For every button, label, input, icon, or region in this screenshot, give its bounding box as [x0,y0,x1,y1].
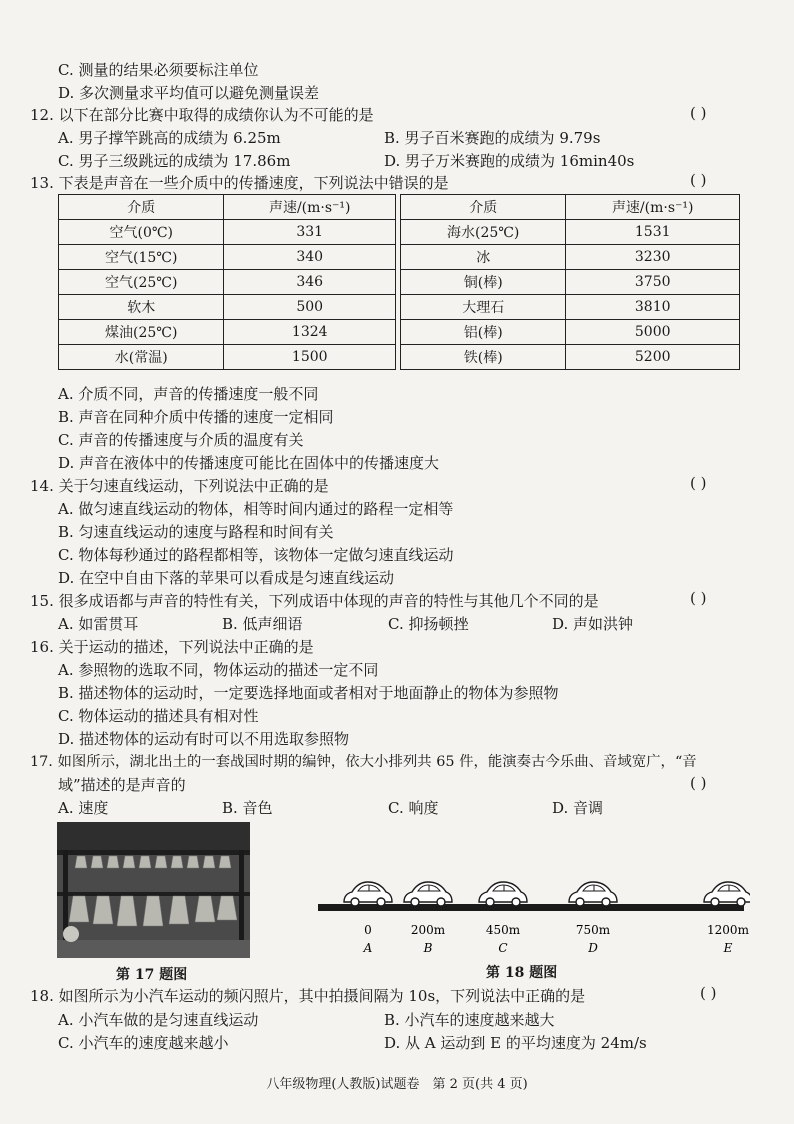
answer-blank: ( ) [690,589,707,607]
q16-option-d: D. 描述物体的运动有时可以不用选取参照物 [58,730,350,748]
q13-option-b: B. 声音在同种介质中传播的速度一定相同 [58,408,334,426]
q15-option-c: C. 抑扬顿挫 [388,615,469,633]
q12-option-a: A. 男子撑竿跳高的成绩为 6.25m [58,129,281,147]
question-12-stem: 12. 以下在部分比赛中取得的成绩你认为不可能的是 [30,106,374,124]
car-icon [344,882,392,906]
distance-label: 450m [485,923,521,937]
point-letter: C [498,941,508,955]
answer-blank: ( ) [690,474,707,492]
table-cell: 5200 [566,345,740,370]
table-row [59,220,740,245]
distance-label: 200m [410,923,446,937]
table-cell: 1531 [566,220,740,245]
q18-option-c: C. 小汽车的速度越来越小 [58,1034,229,1052]
q14-option-c: C. 物体每秒通过的路程都相等，该物体一定做匀速直线运动 [58,546,454,564]
q12-option-d: D. 男子万米赛跑的成绩为 16min40s [384,152,635,170]
q13-option-c: C. 声音的传播速度与介质的温度有关 [58,431,304,449]
question-16-stem: 16. 关于运动的描述，下列说法中正确的是 [30,638,314,656]
q12-option-c: C. 男子三级跳远的成绩为 17.86m [58,152,291,170]
q13-option-a: A. 介质不同，声音的传播速度一般不同 [58,385,319,403]
table-cell: 水(常温) [59,345,224,370]
q18-option-d: D. 从 A 运动到 E 的平均速度为 24m/s [384,1034,647,1052]
figure-17-caption: 第 17 题图 [116,967,188,983]
figure-18-caption: 第 18 题图 [486,965,558,981]
q14-option-b: B. 匀速直线运动的速度与路程和时间有关 [58,523,334,541]
q18-option-b: B. 小汽车的速度越来越大 [384,1011,555,1029]
q14-option-d: D. 在空中自由下落的苹果可以看成是匀速直线运动 [58,569,395,587]
car-icon [479,882,527,906]
q13-option-d: D. 声音在液体中的传播速度可能比在固体中的传播速度大 [58,454,440,472]
distance-label: 0 [364,923,372,937]
q12-option-b: B. 男子百米赛跑的成绩为 9.79s [384,129,601,147]
question-15-stem: 15. 很多成语都与声音的特性有关，下列成语中体现的声音的特性与其他几个不同的是 [30,592,599,610]
table-cell: 3230 [566,245,740,270]
table-row [59,270,740,295]
table-cell: 500 [224,295,396,320]
table-cell: 铜(棒) [400,270,565,295]
point-letter: A [363,941,373,955]
question-14-stem: 14. 关于匀速直线运动，下列说法中正确的是 [30,477,329,495]
table-cell: 空气(25℃) [59,270,224,295]
table-cell: 3810 [566,295,740,320]
car-motion-diagram [310,878,750,958]
table-header: 声速/(m·s⁻¹) [566,195,740,220]
q14-option-a: A. 做匀速直线运动的物体，相等时间内通过的路程一定相等 [58,500,454,518]
question-17-stem: 17. 如图所示，湖北出土的一套战国时期的编钟，依大小排列共 65 件，能演奏古今乐曲、音域宽广，“音 [30,754,697,770]
table-cell: 软木 [59,295,224,320]
answer-blank: ( ) [690,171,707,189]
table-row [59,345,740,370]
question-13-stem: 13. 下表是声音在一些介质中的传播速度，下列说法中错误的是 [30,174,449,192]
table-cell: 空气(0℃) [59,220,224,245]
table-cell: 5000 [566,320,740,345]
car-icon [404,882,452,906]
point-letter: D [588,941,598,955]
question-18-stem: 18. 如图所示为小汽车运动的频闪照片，其中拍摄间隔为 10s，下列说法中正确的是 [30,987,586,1005]
table-cell: 空气(15℃) [59,245,224,270]
car-icon [569,882,617,906]
table-cell: 煤油(25℃) [59,320,224,345]
question-17-stem-cont: 域”描述的是声音的 [58,776,186,794]
table-cell: 340 [224,245,396,270]
distance-label: 750m [575,923,611,937]
table-cell: 铝(棒) [400,320,565,345]
table-cell: 冰 [400,245,565,270]
car-icon [704,882,750,906]
q16-option-b: B. 描述物体的运动时，一定要选择地面或者相对于地面静止的物体为参照物 [58,684,559,702]
q17-option-a: A. 速度 [58,799,109,817]
q15-option-d: D. 声如洪钟 [552,615,634,633]
distance-label: 1200m [707,923,749,937]
q15-option-a: A. 如雷贯耳 [58,615,139,633]
answer-blank: ( ) [700,984,717,1002]
q16-option-c: C. 物体运动的描述具有相对性 [58,707,259,725]
answer-blank: ( ) [690,104,707,122]
q17-option-b: B. 音色 [222,799,273,817]
table-cell: 海水(25℃) [400,220,565,245]
q16-option-a: A. 参照物的选取不同，物体运动的描述一定不同 [58,661,379,679]
table-cell: 1500 [224,345,396,370]
table-header: 声速/(m·s⁻¹) [224,195,396,220]
table-cell: 331 [224,220,396,245]
point-letter: B [423,941,433,955]
q17-option-d: D. 音调 [552,799,604,817]
answer-blank: ( ) [690,774,707,792]
page-footer: 八年级物理(人教版)试题卷 第 2 页(共 4 页) [266,1077,528,1092]
option-d: D. 多次测量求平均值可以避免测量误差 [58,84,320,102]
option-c: C. 测量的结果必须要标注单位 [58,61,259,79]
table-row [59,295,740,320]
q18-option-a: A. 小汽车做的是匀速直线运动 [58,1011,259,1029]
table-row [59,245,740,270]
table-row [59,320,740,345]
table-header: 介质 [400,195,565,220]
table-cell: 1324 [224,320,396,345]
q15-option-b: B. 低声细语 [222,615,303,633]
table-cell: 346 [224,270,396,295]
table-header-row [59,195,740,220]
point-letter: E [723,941,733,955]
table-cell: 3750 [566,270,740,295]
table-cell: 铁(棒) [400,345,565,370]
bianzhong-photo [57,822,250,958]
table-header: 介质 [59,195,224,220]
sound-speed-table [58,194,740,370]
table-cell: 大理石 [400,295,565,320]
q17-option-c: C. 响度 [388,799,439,817]
